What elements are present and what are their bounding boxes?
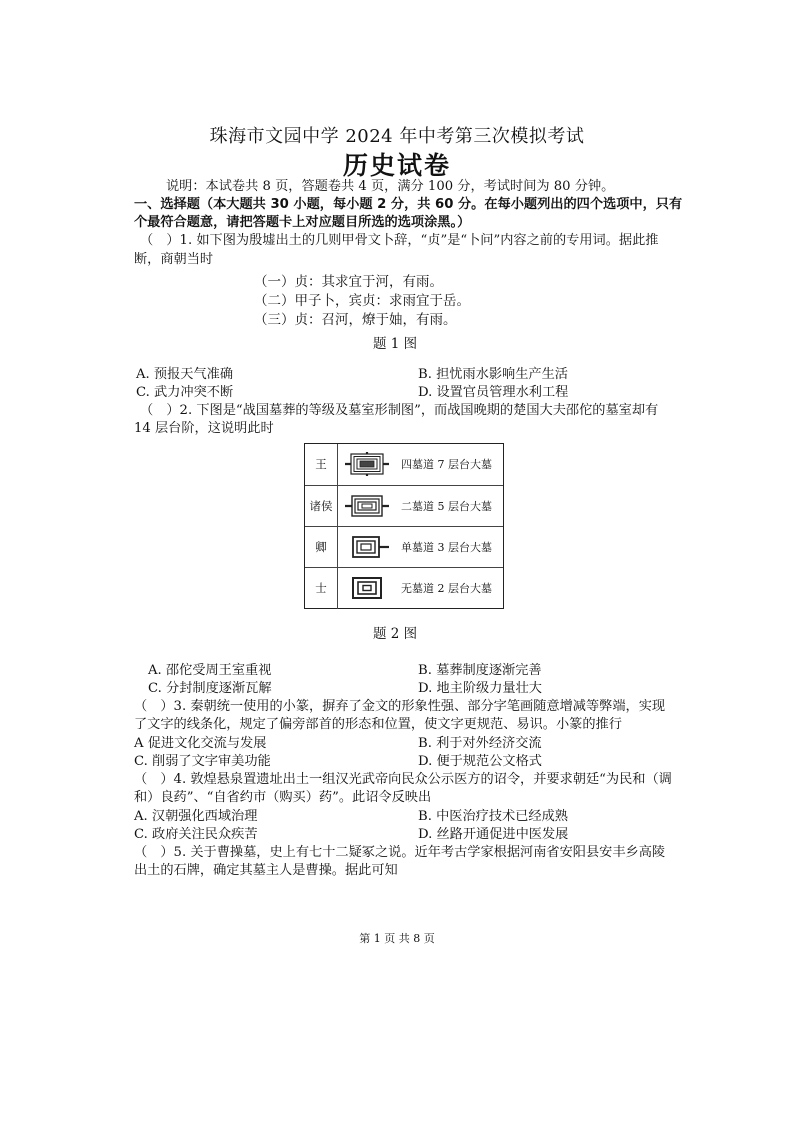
- table-row: [305, 485, 503, 527]
- q1-oracle-3: （三）贞：召河，燎于妯，有雨。: [254, 312, 457, 328]
- q4-option-b: B. 中医治疗技术已经成熟: [418, 809, 568, 824]
- q1-option-a: A. 预报天气准确: [136, 367, 234, 382]
- table-row: [305, 567, 503, 609]
- q2-stem-line1: （ ）2. 下图是“战国墓葬的等级及墓室形制图”，而战国晚期的楚国大夫邵佗的墓室却有: [140, 403, 659, 418]
- q4-option-d: D. 丝路开通促进中医发展: [418, 827, 569, 842]
- q1-option-c: C. 武力冲突不断: [136, 385, 234, 400]
- q1-stem-line1: （ ）1. 如下图为殷墟出土的几则甲骨文卜辞，“贞”是“卜问”内容之前的专用词。据此推: [140, 233, 659, 248]
- paper-title: 历史试卷: [342, 151, 451, 180]
- tomb-plan-icon-scholar: [345, 576, 389, 600]
- q3-stem-line2: 了文字的线条化，规定了偏旁部首的形态和位置，使文字更规范、易识。小篆的推行: [134, 717, 622, 732]
- q5-stem-line2: 出土的石牌，确定其墓主人是曹操。据此可知: [134, 863, 398, 878]
- tomb-desc: 四墓道 7 层台大墓: [401, 458, 492, 471]
- tomb-desc: 单墓道 3 层台大墓: [401, 541, 492, 554]
- q2-option-d: D. 地主阶级力量壮大: [418, 681, 542, 696]
- q4-stem-line1: （ ）4. 敦煌悬泉置遗址出土一组汉光武帝向民众公示医方的诏令，并要求朝廷“为民和（调: [134, 772, 672, 787]
- tomb-plan-icon-king: [345, 452, 389, 476]
- q1-oracle-2: （二）甲子卜，宾贞：求雨宜于岳。: [254, 293, 470, 309]
- page-footer: 第 1 页 共 8 页: [359, 932, 435, 945]
- q3-option-d: D. 便于规范公文格式: [418, 754, 542, 769]
- table-row: [305, 444, 503, 485]
- q1-option-b: B. 担忧雨水影响生产生活: [418, 367, 568, 382]
- q1-option-d: D. 设置官员管理水利工程: [418, 385, 569, 400]
- rank-cell: 王: [305, 444, 338, 485]
- q2-stem-line2: 14 层台阶，这说明此时: [134, 421, 274, 436]
- rank-cell: 士: [305, 568, 338, 609]
- q3-option-b: B. 利于对外经济交流: [418, 736, 542, 751]
- rank-cell: 诸侯: [305, 486, 338, 527]
- q2-option-a: A. 邵佗受周王室重视: [148, 663, 272, 678]
- instructions: 说明：本试卷共 8 页，答题卷共 4 页，满分 100 分，考试时间为 80 分钟。: [166, 179, 615, 194]
- table-row: [305, 526, 503, 568]
- q3-option-c: C. 削弱了文字审美功能: [134, 754, 271, 769]
- tomb-plan-icon-feudal-lord: [345, 494, 389, 518]
- q4-option-a: A. 汉朝强化西域治理: [134, 809, 258, 824]
- q3-stem-line1: （ ）3. 秦朝统一使用的小篆，摒弃了金文的形象性强、部分字笔画随意增减等弊端，实现: [134, 699, 666, 714]
- section-heading-line2: 个最符合题意，请把答题卡上对应题目所选的选项涂黑。）: [134, 215, 471, 230]
- q3-option-a: A 促进文化交流与发展: [134, 736, 267, 751]
- q1-oracle-1: （一）贞：其求宜于河，有雨。: [254, 274, 443, 290]
- q2-option-c: C. 分封制度逐渐瓦解: [148, 681, 272, 696]
- tomb-rank-table: [304, 443, 504, 609]
- q4-option-c: C. 政府关注民众疾苦: [134, 827, 258, 842]
- tomb-desc: 二墓道 5 层台大墓: [401, 500, 492, 513]
- q5-stem-line1: （ ）5. 关于曹操墓，史上有七十二疑冢之说。近年考古学家根据河南省安阳县安丰乡高陵: [134, 845, 666, 860]
- q2-figure-caption: 题 2 图: [373, 626, 418, 642]
- rank-cell: 卿: [305, 527, 338, 568]
- q1-stem-line2: 断，商朝当时: [134, 252, 214, 267]
- section-heading-line1: 一、选择题（本大题共 30 小题，每小题 2 分，共 60 分。在每小题列出的四个选项中，只有: [134, 197, 683, 212]
- q2-option-b: B. 墓葬制度逐渐完善: [418, 663, 542, 678]
- school-title: 珠海市文园中学 2024 年中考第三次模拟考试: [209, 126, 585, 147]
- tomb-desc: 无墓道 2 层台大墓: [401, 582, 492, 595]
- q4-stem-line2: 和）良药”、“自省约市（购买）药”。此诏令反映出: [134, 790, 432, 805]
- tomb-plan-icon-minister: [345, 535, 389, 559]
- q1-figure-caption: 题 1 图: [373, 336, 418, 352]
